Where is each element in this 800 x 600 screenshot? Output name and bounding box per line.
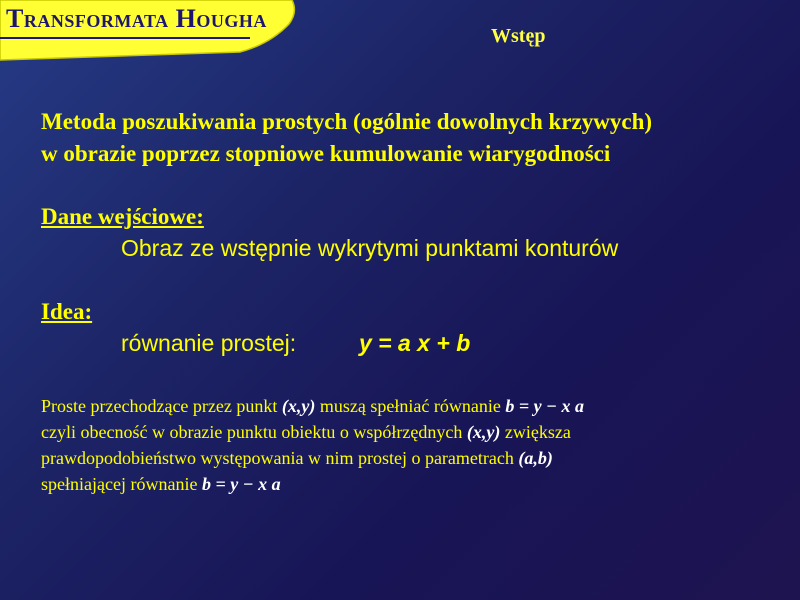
- equation-label: równanie prostej:: [121, 330, 297, 356]
- input-heading: Dane wejściowe:: [41, 204, 204, 229]
- intro-line-1: Metoda poszukiwania prostych (ogólnie dowolnych krzywych): [41, 109, 653, 134]
- input-text: Obraz ze wstępnie wykrytymi punktami konturów: [121, 235, 619, 261]
- params-ab: (a,b): [518, 448, 553, 468]
- idea-heading: Idea:: [41, 299, 93, 324]
- equation-line: [121, 332, 470, 355]
- desc-text-4: zwiększa: [500, 422, 571, 442]
- intro-line-2: w obrazie poprzez stopniowe kumulowanie wiarygodności: [41, 141, 611, 166]
- slide-title: Transformata Hougha: [6, 4, 267, 33]
- desc-text-5: prawdopodobieństwo występowania w nim prostej o parametrach: [41, 448, 519, 468]
- intro-text: [41, 106, 652, 170]
- point-xy-1: (x,y): [281, 396, 316, 416]
- section-label: Wstęp: [491, 25, 546, 47]
- desc-text-1: Proste przechodzące przez punkt: [41, 396, 282, 416]
- desc-text-2: muszą spełniać równanie: [315, 396, 506, 416]
- param-equation-2: b = y − x a: [201, 474, 281, 494]
- line-equation: y = a x + b: [359, 330, 471, 356]
- param-equation-1: b = y − x a: [505, 396, 584, 416]
- description-paragraph: [41, 393, 761, 497]
- desc-text-3: czyli obecność w obrazie punktu obiektu o współrzędnych: [41, 422, 467, 442]
- point-xy-2: (x,y): [466, 422, 501, 442]
- desc-text-6: spełniającej równanie: [41, 474, 202, 494]
